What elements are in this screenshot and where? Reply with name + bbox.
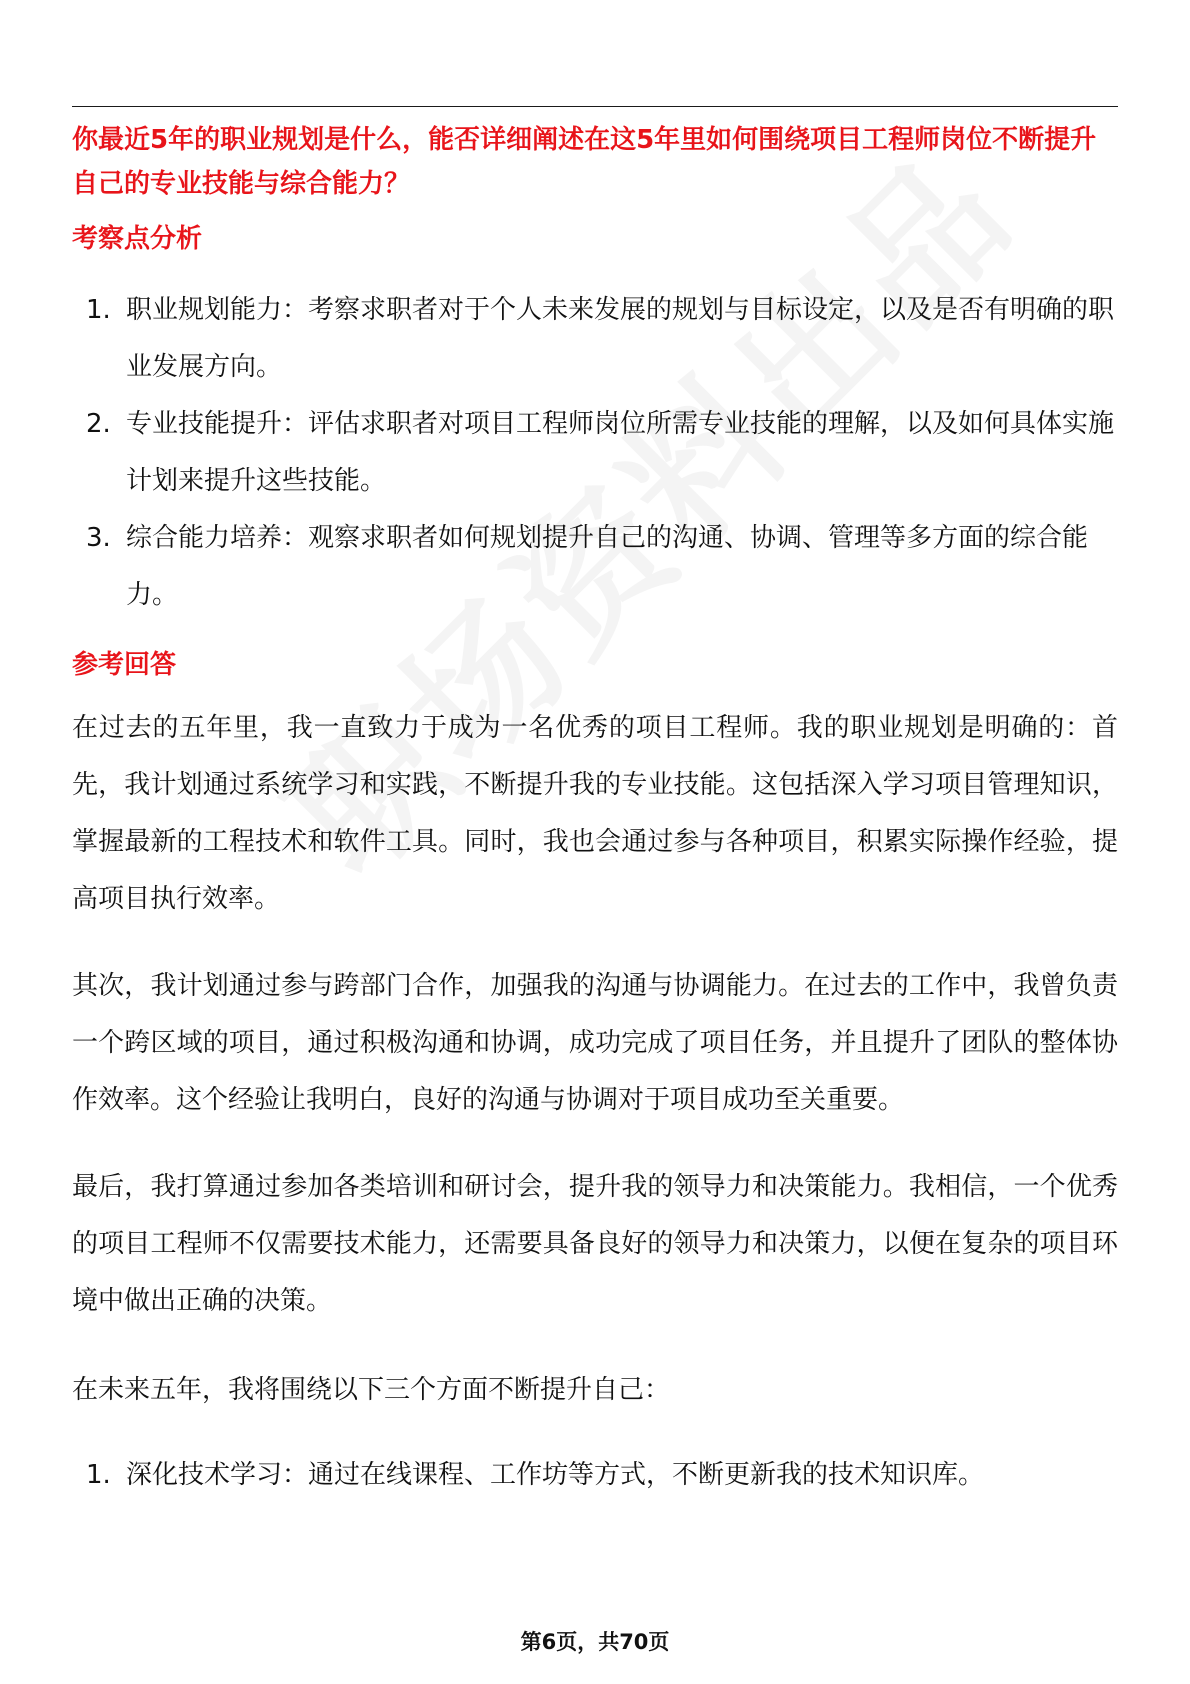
question-heading: 你最近5年的职业规划是什么，能否详细阐述在这5年里如何围绕项目工程师岗位不断提升自己的专业技能与综合能力？ xyxy=(72,125,1097,199)
analysis-item xyxy=(72,282,1118,396)
answer-paragraph: 最后，我打算通过参加各类培训和研讨会，提升我的领导力和决策能力。我相信，一个优秀的项目工程师不仅需要技术能力，还需要具备良好的领导力和决策力，以便在复杂的项目环境中做出正确的决策。 xyxy=(72,1172,1118,1316)
analysis-item xyxy=(72,510,1118,624)
analysis-item-text: 综合能力培养：观察求职者如何规划提升自己的沟通、协调、管理等多方面的综合能力。 xyxy=(126,523,1089,610)
answer-title: 参考回答 xyxy=(72,650,177,680)
page-number: 第6页，共70页 xyxy=(520,1630,670,1654)
analysis-item-text: 职业规划能力：考察求职者对于个人未来发展的规划与目标设定，以及是否有明确的职业发展方向。 xyxy=(126,295,1115,382)
answer-paragraph: 在未来五年，我将围绕以下三个方面不断提升自己： xyxy=(72,1375,671,1405)
analysis-title: 考察点分析 xyxy=(72,224,203,254)
analysis-list xyxy=(72,282,1118,624)
top-divider xyxy=(72,106,1118,107)
future-plan-list xyxy=(72,1447,1118,1504)
answer-paragraph: 在过去的五年里，我一直致力于成为一名优秀的项目工程师。我的职业规划是明确的：首先，我计划通过系统学习和实践，不断提升我的专业技能。这包括深入学习项目管理知识，掌握最新的工程技术和软件工具。同时，我也会通过参与各种项目，积累实际操作经验，提高项目执行效率。 xyxy=(72,713,1118,914)
list-number: 1. xyxy=(86,295,111,325)
future-plan-item xyxy=(72,1447,1118,1504)
list-number: 3. xyxy=(86,523,111,553)
list-number: 1. xyxy=(86,1460,111,1490)
list-number: 2. xyxy=(86,409,111,439)
analysis-item-text: 专业技能提升：评估求职者对项目工程师岗位所需专业技能的理解，以及如何具体实施计划来提升这些技能。 xyxy=(126,409,1115,496)
answer-paragraph: 其次，我计划通过参与跨部门合作，加强我的沟通与协调能力。在过去的工作中，我曾负责一个跨区域的项目，通过积极沟通和协调，成功完成了项目任务，并且提升了团队的整体协作效率。这个经验让我明白，良好的沟通与协调对于项目成功至关重要。 xyxy=(72,971,1118,1115)
future-plan-item-text: 深化技术学习：通过在线课程、工作坊等方式，不断更新我的技术知识库。 xyxy=(126,1460,985,1490)
analysis-item xyxy=(72,396,1118,510)
document-body xyxy=(72,118,1118,1504)
